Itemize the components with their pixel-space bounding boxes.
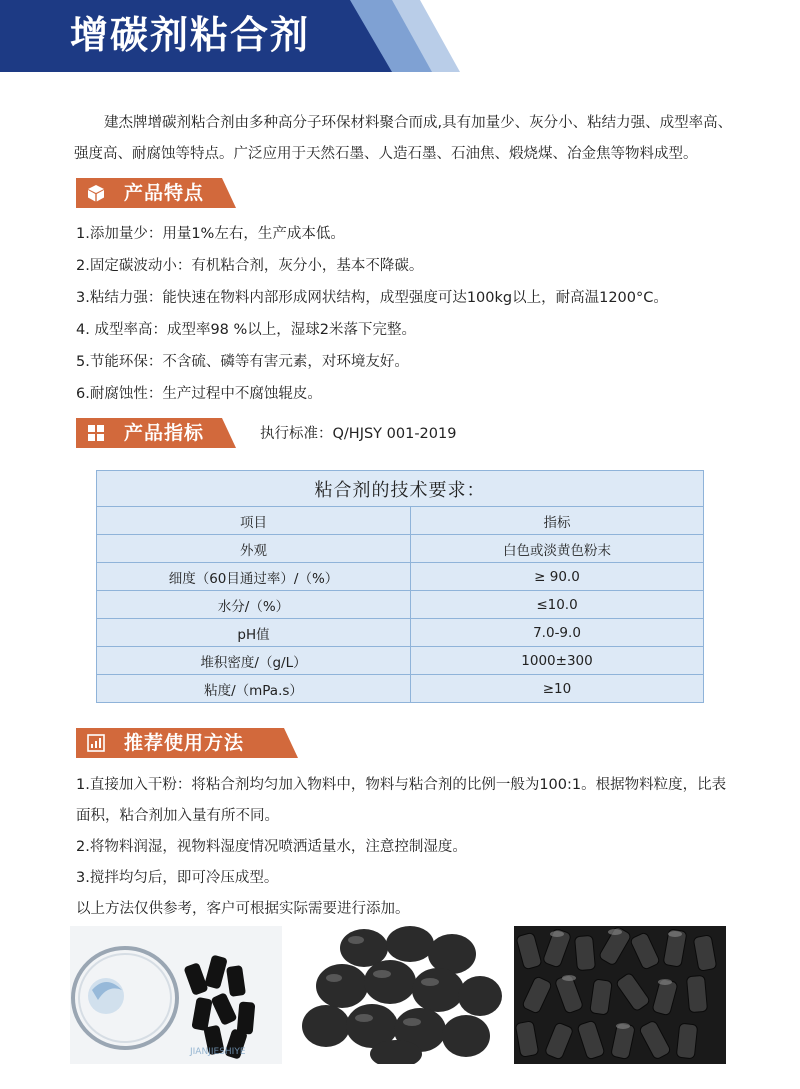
- list-item: 以上方法仅供参考，客户可根据实际需要进行添加。: [76, 901, 410, 917]
- feature-list: [76, 218, 746, 410]
- column-header: 项目: [97, 507, 411, 535]
- table-row: [97, 647, 704, 675]
- list-item: 6.耐腐蚀性：生产过程中不腐蚀辊皮。: [76, 386, 322, 402]
- header-banner: [0, 0, 800, 72]
- table-row: [97, 675, 704, 703]
- usage-list: [76, 770, 736, 925]
- section-header-specs: [76, 418, 236, 448]
- section-header-usage: [76, 728, 298, 758]
- intro-paragraph: 建杰牌增碳剂粘合剂由多种高分子环保材料聚合而成,具有加量少、灰分小、粘结力强、成型率高、强度高、耐腐蚀等特点。广泛应用于天然石墨、人造石墨、石油焦、煅烧煤、冶金焦等物料成型。: [74, 115, 733, 162]
- photo-carbon-cylinders: [514, 926, 726, 1064]
- table-row: [97, 535, 704, 563]
- watermark-text: JIANJIESHIYE: [190, 1047, 246, 1057]
- column-header: 指标: [411, 507, 704, 535]
- page-title: 增碳剂粘合剂: [70, 13, 311, 57]
- table-cell: 1000±300: [411, 647, 704, 675]
- table-row: [97, 563, 704, 591]
- table-row: [97, 619, 704, 647]
- table-cell: ≤10.0: [411, 591, 704, 619]
- list-item: 4. 成型率高：成型率98 %以上，湿球2米落下完整。: [76, 322, 417, 338]
- table-caption: 粘合剂的技术要求：: [97, 471, 704, 507]
- table-cell: 粘度/（mPa.s）: [97, 675, 411, 703]
- photo-binder-ring-pellets: [70, 926, 282, 1064]
- spec-table: [96, 470, 704, 703]
- table-cell: 7.0-9.0: [411, 619, 704, 647]
- list-item: 2.将物料润湿，视物料湿度情况喷洒适量水，注意控制湿度。: [76, 839, 467, 855]
- section-title: 产品特点: [124, 182, 205, 204]
- list-item: 3.搅拌均匀后，即可冷压成型。: [76, 870, 279, 886]
- standard-text: 执行标准：Q/HJSY 001-2019: [260, 426, 457, 442]
- table-row: [97, 591, 704, 619]
- list-item: 5.节能环保：不含硫、磷等有害元素，对环境友好。: [76, 354, 409, 370]
- list-item: 1.添加量少：用量1%左右，生产成本低。: [76, 226, 345, 242]
- table-cell: 堆积密度/（g/L）: [97, 647, 411, 675]
- grid-icon: [86, 423, 106, 443]
- box-icon: [86, 183, 106, 203]
- table-cell: 外观: [97, 535, 411, 563]
- table-cell: 细度（60目通过率）/（%）: [97, 563, 411, 591]
- section-header-features: [76, 178, 236, 208]
- photo-carbon-briquettes: [292, 926, 504, 1064]
- table-cell: ≥ 90.0: [411, 563, 704, 591]
- list-item: 2.固定碳波动小：有机粘合剂，灰分小，基本不降碳。: [76, 258, 424, 274]
- list-item: 1.直接加入干粉：将粘合剂均匀加入物料中，物料与粘合剂的比例一般为100:1。根据物料粒度，比表面积，粘合剂加入量有所不同。: [76, 777, 727, 824]
- table-cell: 白色或淡黄色粉末: [411, 535, 704, 563]
- list-item: 3.粘结力强：能快速在物料内部形成网状结构，成型强度可达100kg以上，耐高温1200°C。: [76, 290, 668, 306]
- section-title: 推荐使用方法: [124, 732, 245, 754]
- table-cell: ≥10: [411, 675, 704, 703]
- table-cell: 水分/（%）: [97, 591, 411, 619]
- section-title: 产品指标: [124, 422, 205, 444]
- chart-icon: [86, 733, 106, 753]
- table-cell: pH值: [97, 619, 411, 647]
